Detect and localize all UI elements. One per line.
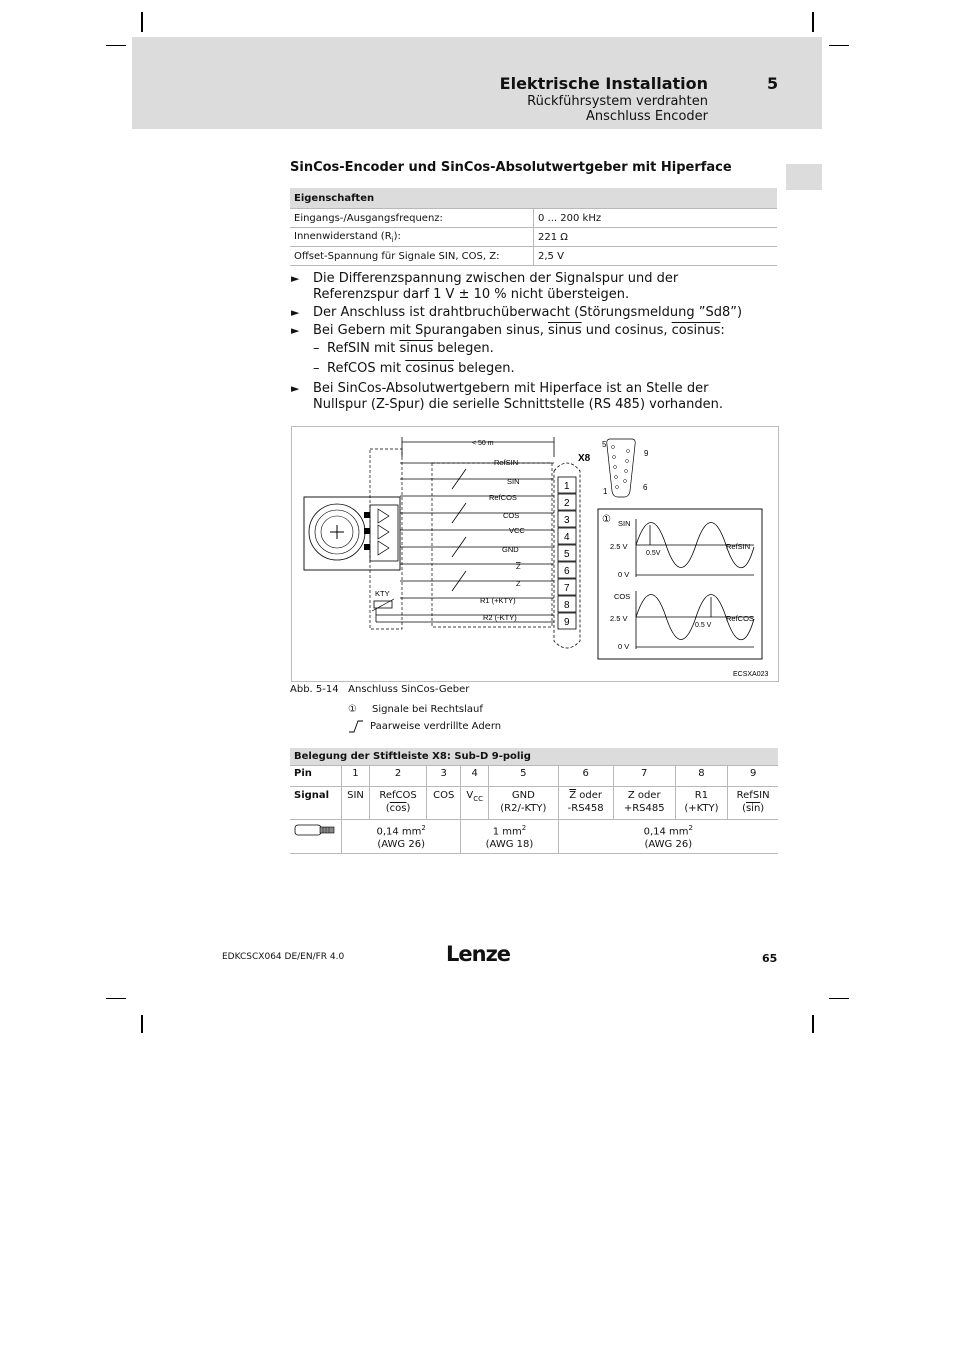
label-text: ): <box>393 230 401 242</box>
signal-text: COS <box>433 790 455 801</box>
wire-superscript: 2 <box>421 824 426 832</box>
table-row <box>290 820 778 854</box>
legend-text: Signale bei Rechtslauf <box>372 704 483 715</box>
connector-pin-number: 2 <box>564 498 570 509</box>
crop-mark <box>106 998 126 999</box>
connector-pin-number: 7 <box>564 583 570 594</box>
dash-marker: – <box>313 361 320 376</box>
pin-assignment-table <box>290 748 778 854</box>
crop-mark <box>812 12 814 32</box>
bullet-marker-icon: ► <box>291 324 300 337</box>
wiring-diagram <box>291 426 779 682</box>
signal-label-cos: COS <box>503 511 520 520</box>
sub-bullet-item <box>290 361 760 377</box>
signal-text: R1 <box>694 790 709 801</box>
signal-cell <box>675 787 728 820</box>
properties-header: Eigenschaften <box>290 188 777 209</box>
circle-number-icon: ① <box>602 514 611 525</box>
property-label: Eingangs-/Ausgangsfrequenz: <box>290 209 534 228</box>
kty-label: KTY <box>375 589 390 598</box>
cable-length-label: < 50 m <box>472 440 494 447</box>
cable-icon <box>294 822 336 838</box>
wire-cell <box>342 820 461 854</box>
connector-pin-number: 9 <box>564 617 570 628</box>
bullet-list <box>290 271 760 415</box>
signal-label-gnd: GND <box>502 545 519 554</box>
lenze-logo: Lenze <box>446 942 511 966</box>
sub-bullet-item <box>290 341 760 357</box>
pin-number: 7 <box>613 766 675 787</box>
bullet-text: belegen. <box>453 361 515 376</box>
table-row <box>290 228 777 247</box>
bullet-item <box>290 305 760 321</box>
signal-text: RefCOS <box>379 790 417 801</box>
wire-text: 0,14 mm <box>376 826 422 838</box>
circle-number-icon: ① <box>348 704 357 715</box>
connector-label: X8 <box>578 453 591 464</box>
bullet-text: RefCOS mit <box>327 361 406 376</box>
section-heading: SinCos-Encoder und SinCos-Absolutwertgeber mit Hiperface <box>290 160 732 175</box>
caption-number: Abb. 5-14 <box>290 684 339 695</box>
signal-cell <box>427 787 461 820</box>
bullet-text: sinus <box>399 341 434 356</box>
connector-pin-number: 8 <box>564 600 570 611</box>
signal-cell <box>613 787 675 820</box>
signal-text: $\overline{cos}$ <box>389 803 407 814</box>
figure-caption <box>290 684 469 695</box>
signal-text: GND <box>511 790 535 801</box>
crop-mark <box>141 12 143 32</box>
signal-label-refcos: RefCOS <box>489 493 517 502</box>
bullet-item <box>290 271 760 303</box>
legend-item <box>348 719 501 733</box>
pin-number: 6 <box>558 766 613 787</box>
wave-label-voltage: 2.5 V <box>610 614 628 623</box>
connector-pin-number: 1 <box>564 481 570 492</box>
wave-label-voltage: 0 V <box>618 570 630 579</box>
signal-label-refsin: RefSIN <box>494 458 519 467</box>
crop-mark <box>829 998 849 999</box>
legend-item <box>348 704 483 715</box>
wave-label-amplitude: 0.5 V <box>695 622 712 629</box>
signal-text: $\overline{Z}$ <box>569 790 577 801</box>
pin-table-header: Belegung der Stiftleiste X8: Sub-D 9-polig <box>290 748 778 766</box>
chapter-tab <box>786 164 822 190</box>
bullet-text: Bei SinCos-Absolutwertgebern mit Hiperface ist an Stelle der Nullspur (Z-Spur) die serielle Schnittstelle (RS 485) vorhanden. <box>313 381 723 412</box>
property-value: 2,5 V <box>534 247 778 266</box>
property-label: Offset-Spannung für Signale SIN, COS, Z: <box>290 247 534 266</box>
signal-cell: RefSIN $(\overline{sin})$ <box>728 787 778 820</box>
dsub-connector-icon <box>607 439 635 497</box>
signal-label-vcc: VCC <box>509 526 525 535</box>
table-row <box>290 787 778 820</box>
signal-label-r2: R2 (-KTY) <box>483 613 517 622</box>
wire-superscript: 2 <box>688 824 693 832</box>
header-band <box>132 37 822 129</box>
dsub-pin-label: 1 <box>603 487 608 496</box>
chapter-subtitle: Rückführsystem verdrahten <box>527 94 708 109</box>
bullet-text: cosinus <box>671 323 721 338</box>
bullet-text: und cosinus, <box>581 323 672 338</box>
wire-text: 0,14 mm <box>643 826 689 838</box>
twisted-pair-icon <box>348 719 364 733</box>
signal-text: (R2/-KTY) <box>500 803 547 814</box>
connector-pin-number: 6 <box>564 566 570 577</box>
pin-number: 9 <box>728 766 778 787</box>
signal-text: RefSIN <box>736 790 770 801</box>
wire-text: (AWG 26) <box>644 839 693 851</box>
connector-pin-number: 5 <box>564 549 570 560</box>
wire-cell <box>558 820 778 854</box>
signal-label-z: Z <box>516 579 521 588</box>
wave-label-cos: COS <box>614 592 631 601</box>
caption-text: Anschluss SinCos-Geber <box>348 684 470 695</box>
kty-resistor-icon <box>372 599 394 611</box>
signal-cell <box>558 787 613 820</box>
signal-text: (+KTY) <box>684 803 719 814</box>
signal-label-z-inverted: Z <box>516 562 521 571</box>
wire-cell <box>461 820 558 854</box>
chapter-subtitle: Anschluss Encoder <box>586 109 708 124</box>
bullet-text: sinus <box>548 323 582 338</box>
label-text: Innenwiderstand (R <box>294 230 392 242</box>
signal-text: $\overline{sin}$ <box>745 803 761 814</box>
property-value: 221 Ω <box>534 228 778 247</box>
wire-text: (AWG 26) <box>377 839 425 851</box>
wave-label-refsin: RefSIN <box>726 542 751 551</box>
wave-label-amplitude: 0.5V <box>646 550 661 557</box>
dash-marker: – <box>313 341 320 356</box>
signal-subscript: CC <box>473 795 484 803</box>
bullet-marker-icon: ► <box>291 272 300 285</box>
wire-icon-cell <box>290 820 342 854</box>
bullet-marker-icon: ► <box>291 306 300 319</box>
legend-text: Paarweise verdrillte Adern <box>370 721 502 732</box>
bullet-text: RefSIN mit <box>327 341 400 356</box>
signal-text: oder <box>576 790 603 801</box>
table-row <box>290 766 778 787</box>
chapter-title: Elektrische Installation <box>499 74 708 93</box>
signal-text: Z oder <box>627 790 661 801</box>
table-row <box>290 209 777 228</box>
signal-text: V <box>466 790 474 801</box>
dsub-pin-label: 5 <box>602 440 607 449</box>
wiring-diagram-svg <box>292 427 778 681</box>
connector-pin-number: 4 <box>564 532 570 543</box>
dsub-pin-label: 6 <box>643 483 648 492</box>
signal-cell <box>461 787 489 820</box>
bullet-text: Der Anschluss ist drahtbruchüberwacht (Störungsmeldung ”Sd8”) <box>313 305 743 320</box>
signal-text: -RS458 <box>567 803 604 814</box>
wave-label-refcos: RefCOS <box>726 614 754 623</box>
table-row <box>290 247 777 266</box>
bullet-text: Die Differenzspannung zwischen der Signalspur und der Referenzspur darf 1 V ± 10 % nicht übersteigen. <box>313 271 679 302</box>
pin-number: 3 <box>427 766 461 787</box>
row-label: Pin <box>290 766 342 787</box>
chapter-number: 5 <box>767 74 779 93</box>
bullet-text: Bei Gebern mit Spurangaben sinus, <box>313 323 549 338</box>
signal-label-r1: R1 (+KTY) <box>480 596 516 605</box>
page-number: 65 <box>762 952 778 965</box>
wire-text: 1 mm <box>492 826 522 838</box>
signal-text: SIN <box>347 790 364 801</box>
pin-number: 2 <box>369 766 426 787</box>
figure-code: ECSXA023 <box>733 671 769 678</box>
row-label: Signal <box>290 787 342 820</box>
bullet-item <box>290 323 760 339</box>
crop-mark <box>141 1015 143 1033</box>
bullet-marker-icon: ► <box>291 382 300 395</box>
crop-mark <box>829 45 849 46</box>
pin-number: 5 <box>489 766 558 787</box>
signal-text: +RS485 <box>623 803 665 814</box>
signal-cell <box>489 787 558 820</box>
bullet-item <box>290 381 760 413</box>
crop-mark <box>106 45 126 46</box>
wire-text: (AWG 18) <box>485 839 534 851</box>
label-subscript: i <box>391 235 394 244</box>
signal-cell: RefCOS $(\overline{cos})$ <box>369 787 426 820</box>
wave-label-sin: SIN <box>618 519 631 528</box>
wave-label-voltage: 0 V <box>618 642 630 651</box>
property-value: 0 ... 200 kHz <box>534 209 778 228</box>
connector-pin-number: 3 <box>564 515 570 526</box>
encoder-icon <box>304 497 400 570</box>
property-label <box>290 228 534 247</box>
document-code: EDKCSCX064 DE/EN/FR 4.0 <box>222 952 345 962</box>
dsub-pin-label: 9 <box>644 449 649 458</box>
pin-number: 8 <box>675 766 728 787</box>
pin-number: 4 <box>461 766 489 787</box>
bullet-text: : <box>720 323 725 338</box>
bullet-text: cosinus <box>405 361 454 376</box>
signal-label-sin: SIN <box>507 477 520 486</box>
properties-table <box>290 188 777 266</box>
signal-cell <box>342 787 370 820</box>
wave-label-voltage: 2.5 V <box>610 542 628 551</box>
crop-mark <box>812 1015 814 1033</box>
bullet-text: belegen. <box>433 341 494 356</box>
wire-superscript: 2 <box>521 824 527 832</box>
pin-number: 1 <box>342 766 370 787</box>
